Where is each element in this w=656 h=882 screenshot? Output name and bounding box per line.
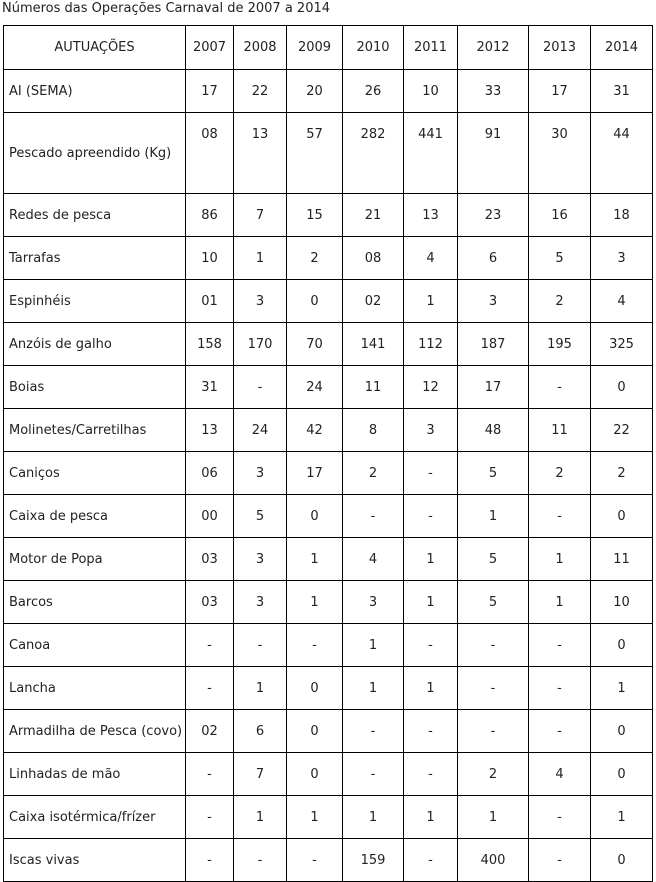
table-cell: 3 [404,409,458,452]
table-cell: 6 [458,237,529,280]
table-cell: 3 [234,538,287,581]
table-cell: 441 [404,113,458,194]
table-cell: 11 [591,538,653,581]
table-cell: 06 [186,452,234,495]
table-cell: - [343,495,404,538]
table-cell: 86 [186,194,234,237]
table-cell: 17 [458,366,529,409]
table-cell: 4 [529,753,591,796]
table-row [4,366,653,409]
table-cell: - [287,839,343,882]
table-cell: 5 [234,495,287,538]
table-body [4,70,653,882]
table-cell: 6 [234,710,287,753]
table-row [4,113,653,194]
header-year: 2007 [186,26,234,70]
table-cell: 31 [186,366,234,409]
table-row [4,70,653,113]
table-cell: 141 [343,323,404,366]
row-label: Armadilha de Pesca (covo) [4,710,186,753]
table-cell: - [458,667,529,710]
row-label: Boias [4,366,186,409]
table-cell: 22 [234,70,287,113]
table-cell: 2 [591,452,653,495]
table-cell: 0 [287,280,343,323]
table-cell: 1 [404,538,458,581]
table-cell: 10 [591,581,653,624]
table-cell: 24 [234,409,287,452]
table-cell: 1 [343,624,404,667]
row-label: Iscas vivas [4,839,186,882]
table-cell: - [404,495,458,538]
table-cell: 18 [591,194,653,237]
table-cell: 4 [404,237,458,280]
table-cell: 0 [287,710,343,753]
table-cell: 2 [529,280,591,323]
table-cell: 44 [591,113,653,194]
table-cell: 3 [234,452,287,495]
header-year: 2009 [287,26,343,70]
table-cell: 5 [458,452,529,495]
table-cell: 3 [343,581,404,624]
table-cell: 57 [287,113,343,194]
table-cell: 159 [343,839,404,882]
row-label: Tarrafas [4,237,186,280]
table-cell: 1 [234,796,287,839]
table-cell: - [404,753,458,796]
table-cell: 16 [529,194,591,237]
table-cell: 5 [458,581,529,624]
table-cell: 13 [186,409,234,452]
header-year: 2011 [404,26,458,70]
table-cell: 7 [234,753,287,796]
row-label: Caixa isotérmica/frízer [4,796,186,839]
table-cell: 1 [591,667,653,710]
table-row [4,538,653,581]
table-cell: - [186,667,234,710]
table-cell: 3 [591,237,653,280]
table-cell: 21 [343,194,404,237]
row-label: AI (SEMA) [4,70,186,113]
table-cell: 08 [186,113,234,194]
table-cell: 13 [234,113,287,194]
table-cell: 1 [458,495,529,538]
table-cell: 42 [287,409,343,452]
table-cell: 282 [343,113,404,194]
table-cell: 187 [458,323,529,366]
table-cell: 4 [591,280,653,323]
table-cell: 0 [287,495,343,538]
table-cell: - [186,839,234,882]
table-cell: 1 [234,667,287,710]
table-cell: - [234,366,287,409]
table-cell: 2 [343,452,404,495]
table-cell: 30 [529,113,591,194]
table-cell: - [529,495,591,538]
table-row [4,323,653,366]
table-cell: 1 [234,237,287,280]
row-label: Espinhéis [4,280,186,323]
table-row [4,280,653,323]
header-year: 2014 [591,26,653,70]
table-cell: 03 [186,538,234,581]
table-cell: - [404,710,458,753]
table-cell: - [287,624,343,667]
row-label: Anzóis de galho [4,323,186,366]
table-cell: 20 [287,70,343,113]
table-cell: - [234,624,287,667]
table-cell: 17 [287,452,343,495]
table-cell: - [186,624,234,667]
table-cell: - [458,624,529,667]
header-year: 2008 [234,26,287,70]
table-cell: 48 [458,409,529,452]
table-cell: 1 [529,581,591,624]
row-label: Redes de pesca [4,194,186,237]
row-label: Caniços [4,452,186,495]
table-cell: - [404,452,458,495]
table-cell: - [234,839,287,882]
table-cell: 4 [343,538,404,581]
table-row [4,194,653,237]
table-row [4,624,653,667]
row-label: Molinetes/Carretilhas [4,409,186,452]
table-cell: 17 [186,70,234,113]
table-cell: 11 [343,366,404,409]
table-cell: 15 [287,194,343,237]
row-label: Motor de Popa [4,538,186,581]
row-label: Barcos [4,581,186,624]
table-cell: 11 [529,409,591,452]
table-cell: - [529,796,591,839]
table-cell: 158 [186,323,234,366]
row-label: Canoa [4,624,186,667]
table-row [4,581,653,624]
table-cell: 0 [591,366,653,409]
table-cell: - [404,624,458,667]
table-row [4,710,653,753]
table-row [4,667,653,710]
table-cell: 1 [458,796,529,839]
table-cell: 26 [343,70,404,113]
table-cell: 3 [234,581,287,624]
table-cell: - [529,839,591,882]
table-cell: 10 [186,237,234,280]
table-cell: 195 [529,323,591,366]
table-cell: - [529,710,591,753]
operations-table [3,25,653,882]
table-cell: 08 [343,237,404,280]
header-row [4,26,653,70]
table-cell: 1 [287,581,343,624]
table-cell: - [529,624,591,667]
table-caption: Números das Operações Carnaval de 2007 a 2014 [2,1,331,16]
table-cell: 1 [591,796,653,839]
table-cell: - [343,710,404,753]
table-cell: - [458,710,529,753]
table-cell: 1 [343,796,404,839]
table-cell: 5 [529,237,591,280]
table-cell: 02 [186,710,234,753]
table-cell: - [404,839,458,882]
row-label: Pescado apreendido (Kg) [4,113,186,194]
table-cell: 0 [287,753,343,796]
table-cell: 1 [404,581,458,624]
table-cell: 0 [591,710,653,753]
table-cell: 0 [591,624,653,667]
table-cell: 1 [287,538,343,581]
table-row [4,495,653,538]
table-cell: 22 [591,409,653,452]
table-cell: 01 [186,280,234,323]
row-label: Linhadas de mão [4,753,186,796]
header-year: 2010 [343,26,404,70]
table-cell: 112 [404,323,458,366]
table-cell: 24 [287,366,343,409]
table-row [4,452,653,495]
table-cell: 400 [458,839,529,882]
table-cell: 1 [404,280,458,323]
table-cell: - [529,366,591,409]
table-cell: 3 [458,280,529,323]
table-cell: 31 [591,70,653,113]
table-cell: 33 [458,70,529,113]
table-cell: - [186,796,234,839]
table-row [4,839,653,882]
table-cell: 0 [287,667,343,710]
row-label: Lancha [4,667,186,710]
table-row [4,796,653,839]
table-cell: 0 [591,753,653,796]
table-cell: 10 [404,70,458,113]
table-cell: 7 [234,194,287,237]
table-cell: - [186,753,234,796]
table-row [4,753,653,796]
table-cell: - [343,753,404,796]
table-cell: 02 [343,280,404,323]
table-cell: 91 [458,113,529,194]
table-cell: 1 [343,667,404,710]
table-cell: 17 [529,70,591,113]
header-autuacoes: AUTUAÇÕES [4,26,186,70]
table-cell: 0 [591,495,653,538]
table-cell: 70 [287,323,343,366]
table-cell: 00 [186,495,234,538]
table-cell: 5 [458,538,529,581]
table-cell: 1 [529,538,591,581]
table-cell: 03 [186,581,234,624]
table-cell: 13 [404,194,458,237]
header-year: 2013 [529,26,591,70]
table-cell: 23 [458,194,529,237]
table-cell: 2 [529,452,591,495]
table-cell: 3 [234,280,287,323]
table-row [4,237,653,280]
table-cell: 2 [287,237,343,280]
header-year: 2012 [458,26,529,70]
table-cell: 0 [591,839,653,882]
table-cell: 1 [287,796,343,839]
row-label: Caixa de pesca [4,495,186,538]
table-row [4,409,653,452]
table-cell: 325 [591,323,653,366]
table-cell: 8 [343,409,404,452]
table-cell: 12 [404,366,458,409]
table-cell: 1 [404,796,458,839]
table-cell: 170 [234,323,287,366]
table-cell: 1 [404,667,458,710]
table-cell: - [529,667,591,710]
table-cell: 2 [458,753,529,796]
